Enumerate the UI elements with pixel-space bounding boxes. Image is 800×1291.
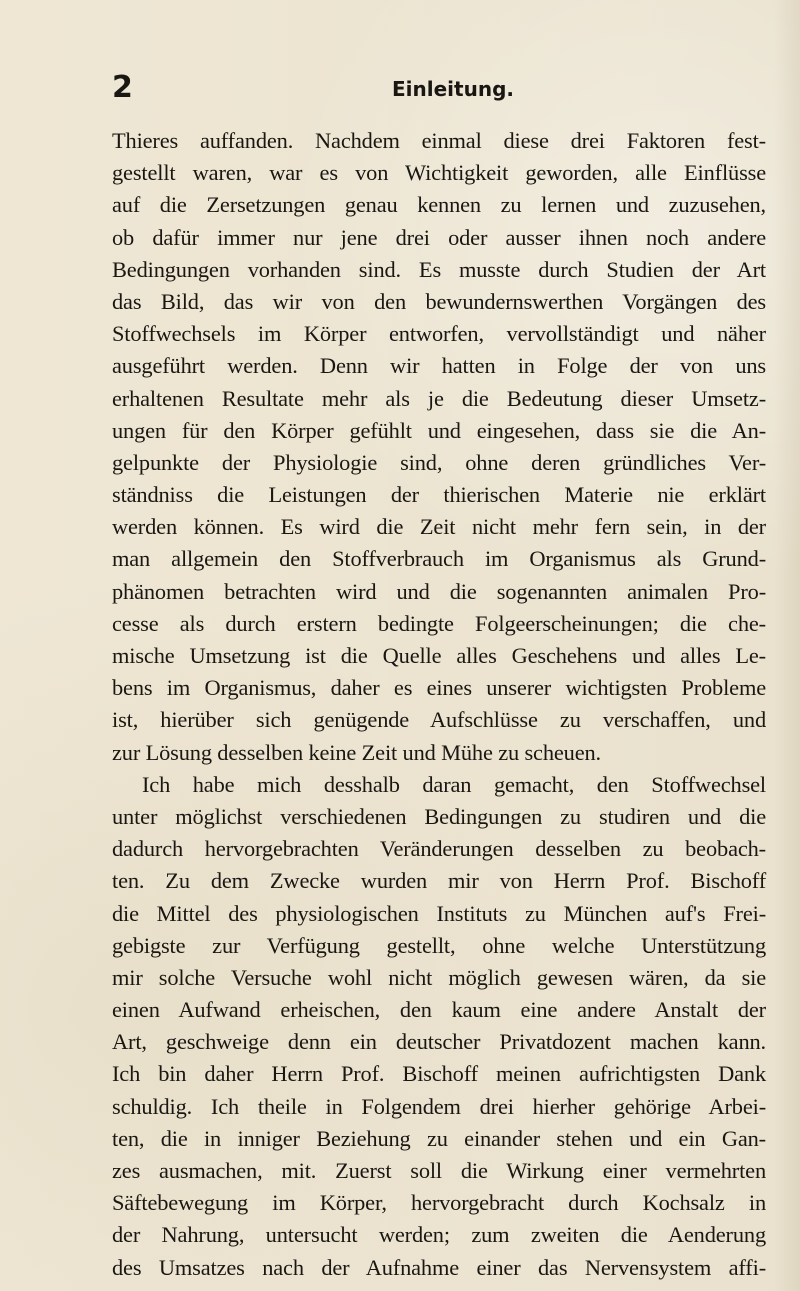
page-edge-shadow bbox=[774, 0, 800, 1291]
text-line: ob dafür immer nur jene drei oder ausser ihnen noch andere bbox=[112, 224, 766, 250]
text-line: gelpunkte der Physiologie sind, ohne deren gründliches Ver- bbox=[112, 449, 766, 475]
text-line: cesse als durch erstern bedingte Folgeerscheinungen; die che- bbox=[112, 610, 766, 636]
text-line: Ich bin daher Herrn Prof. Bischoff meinen aufrichtigsten Dank bbox=[112, 1061, 766, 1087]
text-line: die Mittel des physiologischen Instituts zu München auf's Frei- bbox=[112, 900, 766, 926]
text-line: mische Umsetzung ist die Quelle alles Geschehens und alles Le- bbox=[112, 643, 766, 668]
text-line: ständniss die Leistungen der thierischen Materie nie erklärt bbox=[112, 482, 766, 508]
text-line: Stoffwechsels im Körper entworfen, vervollständigt und näher bbox=[112, 321, 766, 347]
text-line: gestellt waren, war es von Wichtigkeit geworden, alle Einflüsse bbox=[112, 160, 766, 186]
text-line: auf die Zersetzungen genau kennen zu lernen und zuzusehen, bbox=[112, 192, 766, 218]
paragraph-1 bbox=[112, 125, 766, 769]
text-line: man allgemein den Stoffverbrauch im Organismus als Grund- bbox=[112, 546, 766, 572]
text-line: ten, die in inniger Beziehung zu einander stehen und ein Gan- bbox=[112, 1125, 766, 1151]
text-line: ungen für den Körper gefühlt und eingesehen, dass sie die An- bbox=[112, 417, 766, 443]
text-line: mir solche Versuche wohl nicht möglich gewesen wären, da sie bbox=[112, 964, 766, 990]
text-line: gebigste zur Verfügung gestellt, ohne welche Unterstützung bbox=[112, 932, 766, 958]
text-line: des Umsatzes nach der Aufnahme einer das Nervensystem affi- bbox=[112, 1254, 766, 1280]
text-line: Säftebewegung im Körper, hervorgebracht durch Kochsalz in bbox=[112, 1190, 766, 1216]
text-line: phänomen betrachten wird und die sogenannten animalen Pro- bbox=[112, 578, 766, 604]
text-line: bens im Organismus, daher es eines unserer wichtigsten Probleme bbox=[112, 675, 766, 701]
paragraph-2 bbox=[112, 769, 766, 1284]
text-line: ten. Zu dem Zwecke wurden mir von Herrn Prof. Bischoff bbox=[112, 868, 766, 894]
text-line: unter möglichst verschiedenen Bedingungen zu studiren und die bbox=[112, 803, 766, 829]
text-line: Ich habe mich desshalb daran gemacht, den Stoffwechsel bbox=[142, 771, 766, 797]
body-text bbox=[112, 125, 766, 1284]
text-line: der Nahrung, untersucht werden; zum zweiten die Aenderung bbox=[112, 1222, 766, 1248]
text-line: ist, hierüber sich genügende Aufschlüsse zu verschaffen, und bbox=[112, 707, 766, 733]
text-line: zes ausmachen, mit. Zuerst soll die Wirkung einer vermehrten bbox=[112, 1158, 766, 1183]
running-head: Einleitung. bbox=[392, 77, 514, 101]
text-line: werden können. Es wird die Zeit nicht mehr fern sein, in der bbox=[112, 514, 766, 540]
text-line: Art, geschweige denn ein deutscher Privatdozent machen kann. bbox=[112, 1029, 766, 1055]
text-line: zur Lösung desselben keine Zeit und Mühe zu scheuen. bbox=[112, 739, 602, 765]
text-line: schuldig. Ich theile in Folgendem drei hierher gehörige Arbei- bbox=[112, 1093, 766, 1119]
text-line: ausgeführt werden. Denn wir hatten in Folge der von uns bbox=[112, 353, 766, 379]
text-line: Thieres auffanden. Nachdem einmal diese drei Faktoren fest- bbox=[112, 128, 766, 153]
page-number: 2 bbox=[112, 70, 133, 105]
text-line: das Bild, das wir von den bewundernswerthen Vorgängen des bbox=[112, 288, 766, 314]
text-line: erhaltenen Resultate mehr als je die Bedeutung dieser Umsetz- bbox=[112, 385, 766, 411]
page-header bbox=[0, 70, 800, 104]
text-line: dadurch hervorgebrachten Veränderungen desselben zu beobach- bbox=[112, 836, 766, 862]
text-line: einen Aufwand erheischen, den kaum eine andere Anstalt der bbox=[112, 997, 766, 1023]
text-line: Bedingungen vorhanden sind. Es musste durch Studien der Art bbox=[112, 256, 766, 282]
